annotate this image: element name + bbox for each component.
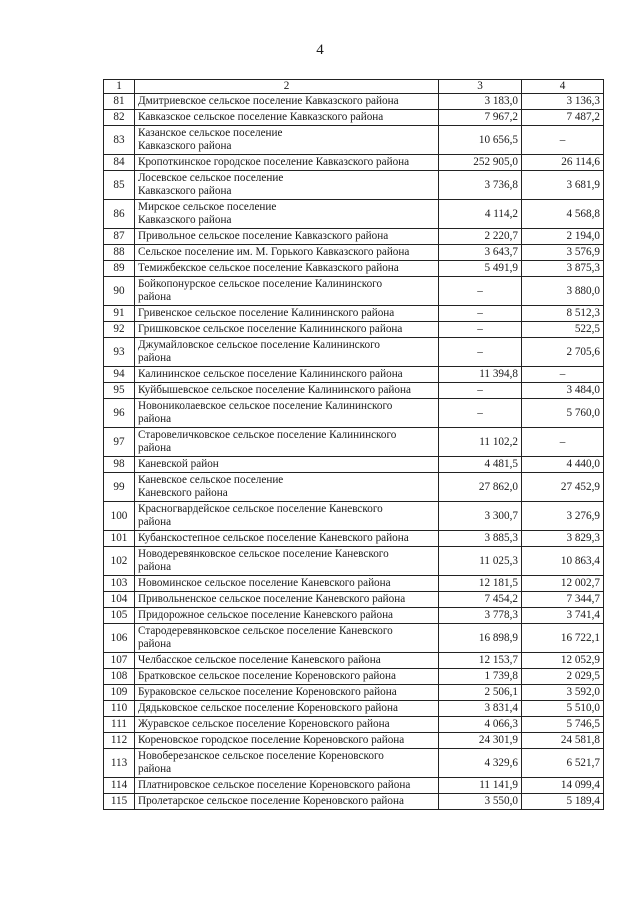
settlement-name: Каневской район [135, 457, 439, 473]
row-number: 114 [104, 778, 135, 794]
value-col-3: – [439, 338, 522, 367]
table-row [104, 322, 604, 338]
value-col-3: 3 643,7 [439, 245, 522, 261]
settlement-name: Дмитриевское сельское поселение Кавказского района [135, 94, 439, 110]
value-col-4: 26 114,6 [522, 155, 604, 171]
row-number: 81 [104, 94, 135, 110]
settlement-name: Сельское поселение им. М. Горького Кавказского района [135, 245, 439, 261]
settlement-name: Старовеличковское сельское поселение Калининского района [135, 428, 439, 457]
table-row [104, 669, 604, 685]
settlement-name: Калининское сельское поселение Калининского района [135, 367, 439, 383]
table-row [104, 592, 604, 608]
settlement-name: Лосевское сельское поселение Кавказского района [135, 171, 439, 200]
table-row [104, 624, 604, 653]
value-col-3: 11 102,2 [439, 428, 522, 457]
table-row [104, 277, 604, 306]
table-row [104, 457, 604, 473]
table-row [104, 653, 604, 669]
value-col-4: 6 521,7 [522, 749, 604, 778]
value-col-4: 3 576,9 [522, 245, 604, 261]
value-col-4: 8 512,3 [522, 306, 604, 322]
value-col-4: 3 880,0 [522, 277, 604, 306]
page-number: 4 [316, 42, 324, 58]
row-number: 84 [104, 155, 135, 171]
value-col-3: 3 736,8 [439, 171, 522, 200]
table-row [104, 717, 604, 733]
table-row [104, 749, 604, 778]
value-col-4: 12 002,7 [522, 576, 604, 592]
table-row [104, 576, 604, 592]
row-number: 82 [104, 110, 135, 126]
value-col-3: 27 862,0 [439, 473, 522, 502]
settlement-name: Каневское сельское поселение Каневского района [135, 473, 439, 502]
settlement-name: Бойкопонурское сельское поселение Калининского района [135, 277, 439, 306]
row-number: 100 [104, 502, 135, 531]
row-number: 85 [104, 171, 135, 200]
table-body [104, 80, 604, 810]
value-col-4: 12 052,9 [522, 653, 604, 669]
value-col-3: 10 656,5 [439, 126, 522, 155]
settlement-name: Темижбекское сельское поселение Кавказского района [135, 261, 439, 277]
value-col-3: 7 967,2 [439, 110, 522, 126]
value-col-3: 5 491,9 [439, 261, 522, 277]
header-col-1: 1 [104, 80, 135, 94]
settlement-name: Куйбышевское сельское поселение Калининского района [135, 383, 439, 399]
table-row [104, 110, 604, 126]
row-number: 105 [104, 608, 135, 624]
value-col-3: 4 114,2 [439, 200, 522, 229]
value-col-3: 4 066,3 [439, 717, 522, 733]
table-row [104, 306, 604, 322]
value-col-3: – [439, 383, 522, 399]
settlement-name: Джумайловское сельское поселение Калининского района [135, 338, 439, 367]
value-col-3: – [439, 322, 522, 338]
settlement-name: Мирское сельское поселение Кавказского района [135, 200, 439, 229]
value-col-4: 2 029,5 [522, 669, 604, 685]
value-col-3: 4 329,6 [439, 749, 522, 778]
value-col-4: 3 875,3 [522, 261, 604, 277]
row-number: 95 [104, 383, 135, 399]
row-number: 103 [104, 576, 135, 592]
table-row [104, 171, 604, 200]
settlement-name: Придорожное сельское поселение Каневского района [135, 608, 439, 624]
settlement-name: Казанское сельское поселение Кавказского района [135, 126, 439, 155]
value-col-3: 1 739,8 [439, 669, 522, 685]
row-number: 101 [104, 531, 135, 547]
settlement-name: Бураковское сельское поселение Кореновского района [135, 685, 439, 701]
row-number: 102 [104, 547, 135, 576]
table-row [104, 94, 604, 110]
value-col-4: 27 452,9 [522, 473, 604, 502]
table-row [104, 383, 604, 399]
value-col-3: – [439, 399, 522, 428]
table-row [104, 531, 604, 547]
value-col-3: – [439, 277, 522, 306]
settlement-name: Кропоткинское городское поселение Кавказского района [135, 155, 439, 171]
table-row [104, 200, 604, 229]
table-row [104, 502, 604, 531]
table-row [104, 399, 604, 428]
table-header-row [104, 80, 604, 94]
value-col-4: 5 760,0 [522, 399, 604, 428]
header-col-3: 3 [439, 80, 522, 94]
table-row [104, 428, 604, 457]
settlement-name: Кавказское сельское поселение Кавказского района [135, 110, 439, 126]
row-number: 111 [104, 717, 135, 733]
row-number: 86 [104, 200, 135, 229]
value-col-4: 3 484,0 [522, 383, 604, 399]
value-col-4: 7 487,2 [522, 110, 604, 126]
header-col-2: 2 [135, 80, 439, 94]
table-row [104, 229, 604, 245]
value-col-4: 5 746,5 [522, 717, 604, 733]
row-number: 107 [104, 653, 135, 669]
value-col-3: 11 141,9 [439, 778, 522, 794]
row-number: 106 [104, 624, 135, 653]
settlement-name: Новониколаевское сельское поселение Калининского района [135, 399, 439, 428]
value-col-4: 14 099,4 [522, 778, 604, 794]
value-col-4: – [522, 126, 604, 155]
settlement-name: Челбасское сельское поселение Каневского района [135, 653, 439, 669]
row-number: 90 [104, 277, 135, 306]
table-row [104, 245, 604, 261]
value-col-4: 522,5 [522, 322, 604, 338]
row-number: 96 [104, 399, 135, 428]
value-col-4: 4 568,8 [522, 200, 604, 229]
settlement-name: Стародеревянковское сельское поселение Каневского района [135, 624, 439, 653]
value-col-4: 5 510,0 [522, 701, 604, 717]
value-col-3: 3 183,0 [439, 94, 522, 110]
row-number: 89 [104, 261, 135, 277]
settlement-name: Красногвардейское сельское поселение Каневского района [135, 502, 439, 531]
value-col-4: 3 681,9 [522, 171, 604, 200]
value-col-3: 7 454,2 [439, 592, 522, 608]
row-number: 87 [104, 229, 135, 245]
value-col-3: 11 025,3 [439, 547, 522, 576]
settlement-name: Братковское сельское поселение Кореновского района [135, 669, 439, 685]
value-col-4: 3 136,3 [522, 94, 604, 110]
settlement-name: Платнировское сельское поселение Кореновского района [135, 778, 439, 794]
value-col-3: 16 898,9 [439, 624, 522, 653]
row-number: 88 [104, 245, 135, 261]
value-col-4: 24 581,8 [522, 733, 604, 749]
settlement-name: Журавское сельское поселение Кореновского района [135, 717, 439, 733]
table-row [104, 473, 604, 502]
budget-table [103, 79, 604, 810]
table-row [104, 794, 604, 810]
settlement-name: Дядьковское сельское поселение Кореновского района [135, 701, 439, 717]
value-col-4: 3 276,9 [522, 502, 604, 531]
value-col-3: 11 394,8 [439, 367, 522, 383]
row-number: 94 [104, 367, 135, 383]
row-number: 109 [104, 685, 135, 701]
row-number: 98 [104, 457, 135, 473]
value-col-4: 3 592,0 [522, 685, 604, 701]
settlement-name: Кореновское городское поселение Кореновского района [135, 733, 439, 749]
settlement-name: Привольненское сельское поселение Каневского района [135, 592, 439, 608]
value-col-4: 10 863,4 [522, 547, 604, 576]
value-col-3: 3 300,7 [439, 502, 522, 531]
settlement-name: Привольное сельское поселение Кавказского района [135, 229, 439, 245]
settlement-name: Кубанскостепное сельское поселение Каневского района [135, 531, 439, 547]
row-number: 108 [104, 669, 135, 685]
value-col-4: 2 705,6 [522, 338, 604, 367]
value-col-3: 3 550,0 [439, 794, 522, 810]
value-col-4: 7 344,7 [522, 592, 604, 608]
value-col-3: – [439, 306, 522, 322]
settlement-name: Новодеревянковское сельское поселение Каневского района [135, 547, 439, 576]
row-number: 93 [104, 338, 135, 367]
value-col-4: 3 829,3 [522, 531, 604, 547]
table-row [104, 685, 604, 701]
row-number: 112 [104, 733, 135, 749]
header-col-4: 4 [522, 80, 604, 94]
value-col-3: 12 181,5 [439, 576, 522, 592]
table-row [104, 733, 604, 749]
row-number: 113 [104, 749, 135, 778]
value-col-3: 3 778,3 [439, 608, 522, 624]
table-row [104, 155, 604, 171]
value-col-3: 252 905,0 [439, 155, 522, 171]
table-row [104, 261, 604, 277]
value-col-3: 3 831,4 [439, 701, 522, 717]
value-col-4: 4 440,0 [522, 457, 604, 473]
value-col-3: 2 506,1 [439, 685, 522, 701]
table-row [104, 367, 604, 383]
row-number: 83 [104, 126, 135, 155]
value-col-3: 3 885,3 [439, 531, 522, 547]
table-row [104, 126, 604, 155]
row-number: 104 [104, 592, 135, 608]
row-number: 91 [104, 306, 135, 322]
value-col-4: – [522, 367, 604, 383]
row-number: 99 [104, 473, 135, 502]
value-col-4: – [522, 428, 604, 457]
table-row [104, 608, 604, 624]
value-col-3: 2 220,7 [439, 229, 522, 245]
value-col-3: 12 153,7 [439, 653, 522, 669]
settlement-name: Новоберезанское сельское поселение Кореновского района [135, 749, 439, 778]
row-number: 110 [104, 701, 135, 717]
table-row [104, 547, 604, 576]
table-row [104, 701, 604, 717]
table-row [104, 338, 604, 367]
settlement-name: Новоминское сельское поселение Каневского района [135, 576, 439, 592]
row-number: 92 [104, 322, 135, 338]
value-col-4: 16 722,1 [522, 624, 604, 653]
settlement-name: Гривенское сельское поселение Калининского района [135, 306, 439, 322]
settlement-name: Гришковское сельское поселение Калининского района [135, 322, 439, 338]
settlement-name: Пролетарское сельское поселение Кореновского района [135, 794, 439, 810]
row-number: 97 [104, 428, 135, 457]
row-number: 115 [104, 794, 135, 810]
value-col-3: 4 481,5 [439, 457, 522, 473]
value-col-4: 5 189,4 [522, 794, 604, 810]
value-col-4: 2 194,0 [522, 229, 604, 245]
value-col-4: 3 741,4 [522, 608, 604, 624]
value-col-3: 24 301,9 [439, 733, 522, 749]
table-row [104, 778, 604, 794]
